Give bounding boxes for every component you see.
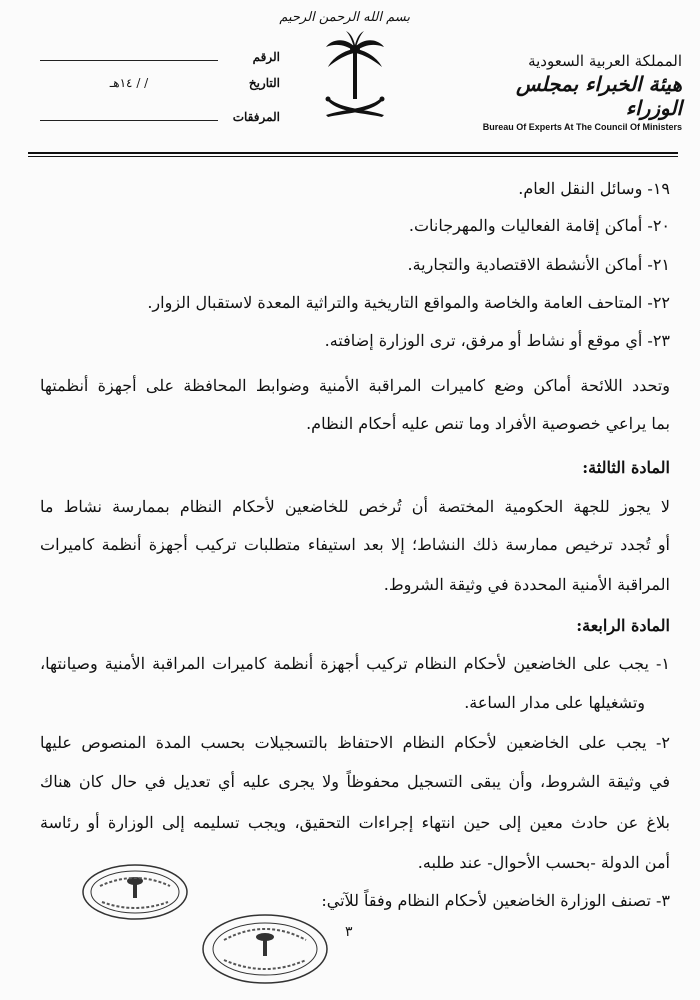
paragraph-line: لا يجوز للجهة الحكومية المختصة أن تُرخص للخاضعين لأحكام النظام بممارسة نشاط ما	[40, 497, 670, 516]
list-item: ٢١- أماكن الأنشطة الاقتصادية والتجارية.	[407, 255, 670, 274]
paragraph-line: أو تُجدد ترخيص ممارسة ذلك النشاط؛ إلا بعد استيفاء متطلبات تركيب أجهزة أنظمة كاميرات	[40, 535, 670, 554]
header-rule-thin	[28, 156, 678, 157]
number-row	[40, 46, 280, 76]
paragraph-line: المراقبة الأمنية المحددة في وثيقة الشروط.	[383, 575, 670, 594]
palm-and-swords-icon	[320, 29, 390, 124]
bureau-name-arabic: هيئة الخبراء بمجلس الوزراء	[515, 72, 682, 120]
list-item: ٢٢- المتاحف العامة والخاصة والمواقع التاريخية والتراثية المعدة لاستقبال الزوار.	[147, 293, 670, 312]
list-item: ١- يجب على الخاضعين لأحكام النظام تركيب أجهزة أنظمة كاميرات المراقبة الأمنية وصيانتها،	[40, 654, 670, 673]
attachments-row	[40, 106, 280, 136]
paragraph-line: أمن الدولة -بحسب الأحوال- عند طلبه.	[417, 853, 670, 872]
paragraph-line: وتحدد اللائحة أماكن وضع كاميرات المراقبة الأمنية وضوابط المحافظة على أجهزة أنظمتها	[40, 376, 670, 395]
official-stamp-icon	[200, 912, 330, 987]
attachments-field	[40, 106, 218, 121]
article-3-title: المادة الثالثة:	[582, 458, 670, 477]
attachments-label: المرفقات	[232, 110, 280, 124]
kingdom-name: المملكة العربية السعودية	[528, 52, 682, 70]
list-item: ٢٣- أي موقع أو نشاط أو مرفق، ترى الوزارة إضافته.	[324, 331, 670, 350]
paragraph-line: بما يراعي خصوصية الأفراد وما تنص عليه أحكام النظام.	[306, 414, 670, 433]
official-stamp-icon	[80, 862, 190, 922]
reference-block	[40, 46, 280, 136]
header-rule	[28, 152, 678, 154]
paragraph-line: وتشغيلها على مدار الساعة.	[464, 693, 645, 712]
article-4-title: المادة الرابعة:	[576, 616, 670, 635]
bureau-name-english: Bureau Of Experts At The Council Of Ministers	[482, 122, 682, 132]
date-row	[40, 76, 280, 106]
number-label: الرقم	[252, 50, 280, 64]
number-field	[40, 46, 218, 61]
date-label: التاريخ	[248, 76, 280, 90]
basmala: بسم الله الرحمن الرحيم	[279, 10, 410, 25]
list-item: ٢- يجب على الخاضعين لأحكام النظام الاحتفاظ بالتسجيلات بحسب المدة المنصوص عليها	[40, 733, 670, 752]
paragraph-line: في وثيقة الشروط، وأن يبقى التسجيل محفوظاً ولا يجرى عليه أي تعديل في حال كان هناك	[40, 772, 671, 791]
paragraph-line: بلاغ عن حادث معين إلى حين انتهاء إجراءات التحقيق، ويجب تسليمه إلى الوزارة أو رئاسة	[40, 813, 670, 832]
date-value: / / ١٤هـ	[109, 76, 149, 90]
list-item: ٢٠- أماكن إقامة الفعاليات والمهرجانات.	[408, 216, 670, 235]
organization-block	[467, 52, 682, 132]
page-number: ٣	[345, 924, 353, 940]
list-item: ١٩- وسائل النقل العام.	[518, 179, 670, 198]
list-item: ٣- تصنف الوزارة الخاضعين لأحكام النظام وفقاً للآتي:	[321, 891, 670, 910]
emblem-block	[279, 10, 410, 128]
